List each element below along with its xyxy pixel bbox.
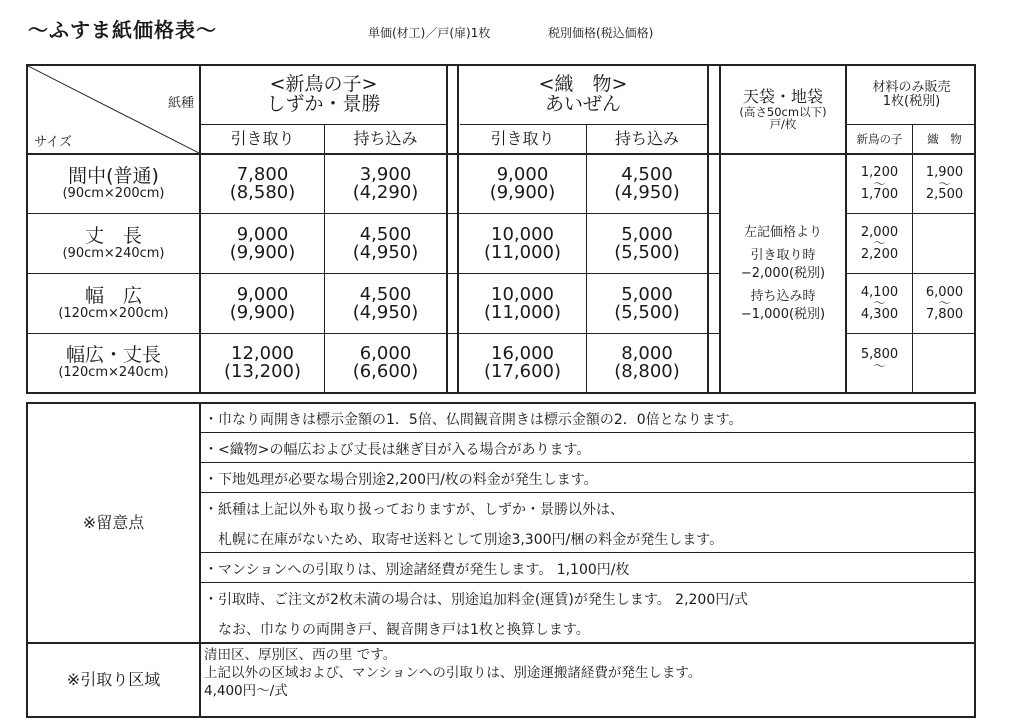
price-cell: 9,000 (9,900) [489,164,556,203]
material-price: 1,200 〜 1,700 [860,165,899,203]
size-dim: (120cm×200cm) [58,305,169,321]
price-cell: 12,000 (13,200) [223,343,302,382]
material-title: 材料のみ販売 [872,80,951,96]
price-cell: 9,000 (9,900) [229,223,296,263]
material-price: 4,100 〜 4,300 [860,284,899,322]
note-line: ・下地処理が必要な場合別途2,200円/枚の料金が発生します。 [204,472,598,488]
size-name: 丈 長 [84,224,142,247]
price-cell: 4,500 (4,950) [352,283,419,323]
col-bringin-1: 持ち込み [353,128,418,148]
size-dim: (120cm×240cm) [58,365,169,381]
size-row-1 [28,214,199,273]
price-cell: 4,500 (4,950) [614,164,680,203]
area-line: 4,400円〜/式 [204,683,288,699]
note-line: ・紙種は上記以外も取り扱っておりますが、しずか・景勝以外は、 [204,502,624,518]
material-price: 6,000 〜 7,800 [925,284,964,322]
material-col-orimono: 織 物 [927,131,962,146]
tenbukuro-title: 天袋・地袋 [742,87,823,107]
group-shintorinoko-brands: しずか・景勝 [266,93,381,115]
tenbukuro-note: 左記価格より 引き取り時 −2,000(税別) 持ち込み時 −1,000(税別) [740,224,826,322]
material-col-shintorinoko: 新鳥の子 [856,131,903,146]
size-row-3 [28,334,199,392]
material-unit: 1枚(税別) [882,94,941,109]
unit-note: 単価(材工)／戸(扉)1枚 [368,26,491,40]
note-line: ・巾なり両開きは標示金額の1．5倍、仏間観音開きは標示金額の2．0倍となります。 [204,412,743,428]
group-shintorinoko-header [201,66,446,124]
price-cell: 10,000 (11,000) [483,283,562,323]
price-cell: 9,000 (9,900) [229,283,296,323]
area-line: 清田区、厚別区、西の里 です。 [204,647,397,663]
group-shintorinoko-name: <新鳥の子> [269,73,378,96]
corner-paper-label: 紙種 [168,96,195,111]
size-row-2 [28,274,199,333]
price-cell: 7,800 (8,580) [229,164,296,203]
note-line: なお、巾なりの両開き戸、観音開き戸は1枚と換算します。 [204,622,590,638]
price-cell: 3,900 (4,290) [352,164,419,203]
group-orimono-brand: あいぜん [544,93,621,115]
tenbukuro-header [721,66,845,153]
corner-size-label: サイズ [34,135,72,150]
price-cell: 8,000 (8,800) [614,343,680,382]
material-header [847,66,976,124]
size-name: 間中(普通) [68,165,159,188]
col-pickup-1: 引き取り [230,128,295,148]
page-title: 〜ふすま紙価格表〜 [28,18,217,42]
group-orimono-name: <織 物> [538,73,628,96]
material-price: 2,000 〜 2,200 [860,224,899,262]
price-cell: 5,000 (5,500) [614,283,680,323]
size-name: 幅広・丈長 [65,344,161,367]
price-cell: 5,000 (5,500) [614,223,680,263]
size-name: 幅 広 [84,284,142,307]
note-line: ・引取時、ご注文が2枚未満の場合は、別途追加料金(運賃)が発生します。 2,200円/式 [204,592,748,608]
price-cell: 6,000 (6,600) [352,343,419,382]
notes-label: ※留意点 [82,512,145,532]
col-bringin-2: 持ち込み [614,128,679,148]
tenbukuro-unit: 戸/枚 [769,116,797,131]
tax-note: 税別価格(税込価格) [548,26,654,40]
note-line: 札幌に在庫がないため、取寄せ送料として別途3,300円/梱の料金が発生します。 [204,532,724,548]
material-price: 5,800 〜 [860,347,899,373]
price-cell: 10,000 (11,000) [483,223,562,263]
area-line: 上記以外の区域および、マンションへの引取りは、別途運搬諸経費が発生します。 [204,665,702,681]
area-label: ※引取り区域 [66,669,161,689]
note-line: ・<織物>の幅広および丈長は継ぎ目が入る場合があります。 [204,442,591,458]
col-pickup-2: 引き取り [490,128,555,148]
tenbukuro-height: (高さ50cm以下) [739,104,827,119]
group-orimono-header [459,66,707,124]
note-line: ・マンションへの引取りは、別途諸経費が発生します。 1,100円/枚 [204,562,630,578]
size-dim: (90cm×240cm) [62,245,165,261]
price-cell: 16,000 (17,600) [483,343,562,382]
price-cell: 4,500 (4,950) [352,223,419,263]
material-price: 1,900 〜 2,500 [925,165,964,203]
size-row-0 [28,155,199,213]
size-dim: (90cm×200cm) [62,186,165,202]
